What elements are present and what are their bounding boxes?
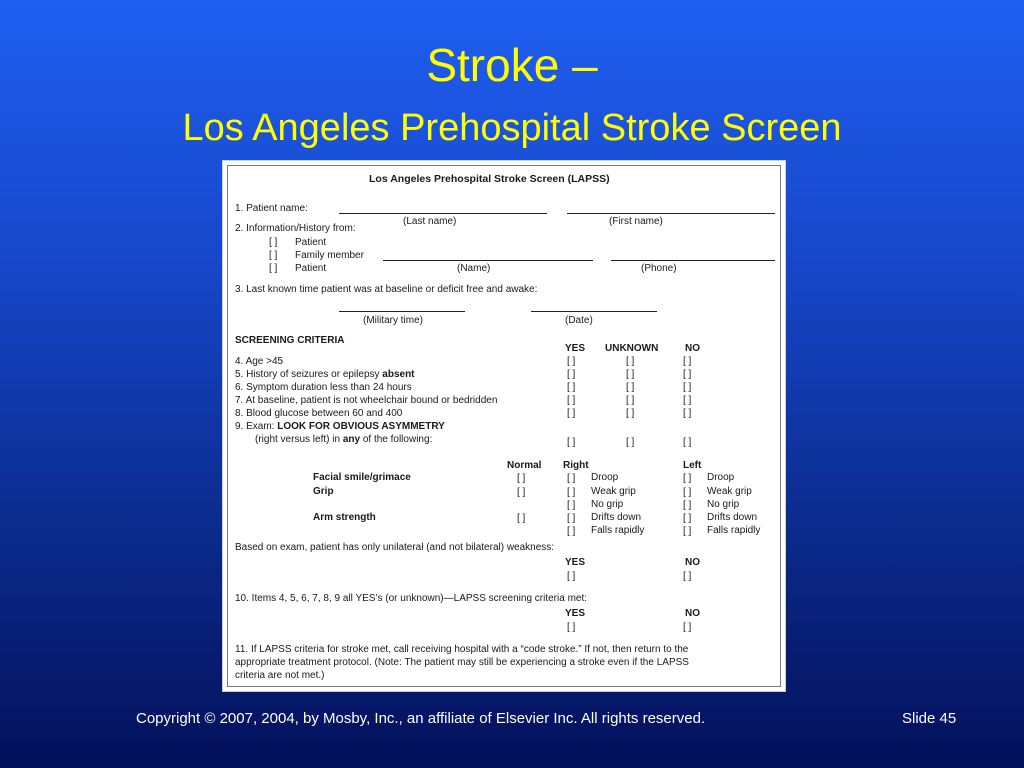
checkbox: [ ]: [567, 487, 576, 498]
item-5-label: 5. History of seizures or epilepsy absent: [235, 369, 415, 380]
checkbox: [ ]: [567, 382, 576, 393]
based-on-exam-label: Based on exam, patient has only unilateral (and not bilateral) weakness:: [235, 542, 555, 553]
copyright-footer: Copyright © 2007, 2004, by Mosby, Inc., an affiliate of Elsevier Inc. All rights reserved.: [136, 710, 706, 727]
left-droop: Droop: [707, 472, 735, 483]
item-11-line-3: criteria are not met.): [235, 670, 325, 681]
facial-smile-label: Facial smile/grimace: [313, 472, 411, 483]
arm-strength-label: Arm strength: [313, 512, 376, 523]
exam-yes-col: YES: [565, 557, 586, 568]
item-2-label: 2. Information/History from:: [235, 223, 356, 234]
checkbox: [ ]: [269, 237, 278, 248]
checkbox: [ ]: [683, 408, 692, 419]
checkbox: [ ]: [683, 526, 692, 537]
date-line: [531, 311, 657, 312]
checkbox: [ ]: [517, 473, 526, 484]
checkbox: [ ]: [567, 408, 576, 419]
checkbox: [ ]: [683, 356, 692, 367]
item-11-line-2: appropriate treatment protocol. (Note: The patient may still be experiencing a stroke even if the LAPSS: [235, 657, 689, 668]
checkbox: [ ]: [567, 356, 576, 367]
checkbox: [ ]: [626, 382, 635, 393]
left-falls-rapidly: Falls rapidly: [707, 525, 761, 536]
left-drifts-down: Drifts down: [707, 512, 758, 523]
first-name-caption: (First name): [609, 216, 663, 227]
checkbox: [ ]: [683, 487, 692, 498]
checkbox: [ ]: [683, 369, 692, 380]
right-weak-grip: Weak grip: [591, 486, 636, 497]
col-normal: Normal: [507, 460, 542, 471]
option-patient: Patient: [295, 237, 327, 248]
name-line: [383, 260, 593, 261]
item-11-line-1: 11. If LAPSS criteria for stroke met, call receiving hospital with a “code stroke.” If not, then return to the: [235, 644, 689, 655]
item-9-label: 9. Exam: LOOK FOR OBVIOUS ASYMMETRY: [235, 421, 445, 432]
slide-number: Slide 45: [902, 710, 957, 727]
checkbox: [ ]: [683, 513, 692, 524]
checkbox: [ ]: [683, 500, 692, 511]
checkbox: [ ]: [517, 513, 526, 524]
slide-subtitle: Los Angeles Prehospital Stroke Screen: [182, 107, 842, 149]
col-yes: YES: [565, 343, 586, 354]
date-caption: (Date): [565, 315, 593, 326]
phone-line: [611, 260, 775, 261]
last-name-caption: (Last name): [403, 216, 457, 227]
item-7-label: 7. At baseline, patient is not wheelchair bound or bedridden: [235, 395, 498, 406]
phone-caption: (Phone): [641, 263, 677, 274]
right-drifts-down: Drifts down: [591, 512, 642, 523]
col-unknown: UNKNOWN: [605, 343, 659, 354]
first-name-line: [567, 213, 775, 214]
checkbox: [ ]: [567, 526, 576, 537]
checkbox: [ ]: [567, 622, 576, 633]
military-time-line: [339, 311, 465, 312]
col-no: NO: [685, 343, 700, 354]
checkbox: [ ]: [567, 571, 576, 582]
item-6-label: 6. Symptom duration less than 24 hours: [235, 382, 412, 393]
name-caption: (Name): [457, 263, 491, 274]
checkbox: [ ]: [626, 408, 635, 419]
option-patient-2: Patient: [295, 263, 327, 274]
form-heading: Los Angeles Prehospital Stroke Screen (LAPSS): [369, 173, 610, 185]
screening-criteria-heading: SCREENING CRITERIA: [235, 335, 345, 346]
right-droop: Droop: [591, 472, 619, 483]
checkbox: [ ]: [626, 369, 635, 380]
item-8-label: 8. Blood glucose between 60 and 400: [235, 408, 403, 419]
checkbox: [ ]: [567, 395, 576, 406]
left-no-grip: No grip: [707, 499, 740, 510]
left-weak-grip: Weak grip: [707, 486, 752, 497]
option-family-member: Family member: [295, 250, 364, 261]
last-name-line: [339, 213, 547, 214]
checkbox: [ ]: [683, 382, 692, 393]
lapss-form-image: [222, 160, 786, 692]
checkbox: [ ]: [626, 395, 635, 406]
checkbox: [ ]: [683, 437, 692, 448]
slide-title: Stroke –: [426, 39, 598, 91]
checkbox: [ ]: [683, 622, 692, 633]
item-4-label: 4. Age >45: [235, 356, 284, 367]
item-10-yes-col: YES: [565, 608, 586, 619]
grip-label: Grip: [313, 486, 334, 497]
item-10-no-col: NO: [685, 608, 700, 619]
checkbox: [ ]: [567, 513, 576, 524]
item-1-label: 1. Patient name:: [235, 203, 308, 214]
checkbox: [ ]: [683, 395, 692, 406]
checkbox: [ ]: [683, 571, 692, 582]
right-falls-rapidly: Falls rapidly: [591, 525, 645, 536]
checkbox: [ ]: [626, 437, 635, 448]
checkbox: [ ]: [567, 500, 576, 511]
item-3-label: 3. Last known time patient was at baseline or deficit free and awake:: [235, 284, 538, 295]
col-right: Right: [563, 460, 589, 471]
checkbox: [ ]: [567, 369, 576, 380]
checkbox: [ ]: [683, 473, 692, 484]
exam-no-col: NO: [685, 557, 700, 568]
right-no-grip: No grip: [591, 499, 624, 510]
col-left: Left: [683, 460, 702, 471]
checkbox: [ ]: [269, 250, 278, 261]
item-10-label: 10. Items 4, 5, 6, 7, 8, 9 all YES’s (or unknown)—LAPSS screening criteria met:: [235, 593, 588, 604]
checkbox: [ ]: [567, 437, 576, 448]
military-time-caption: (Military time): [363, 315, 423, 326]
checkbox: [ ]: [517, 487, 526, 498]
checkbox: [ ]: [567, 473, 576, 484]
checkbox: [ ]: [269, 263, 278, 274]
item-9-sub: (right versus left) in any of the following:: [255, 434, 433, 445]
checkbox: [ ]: [626, 356, 635, 367]
